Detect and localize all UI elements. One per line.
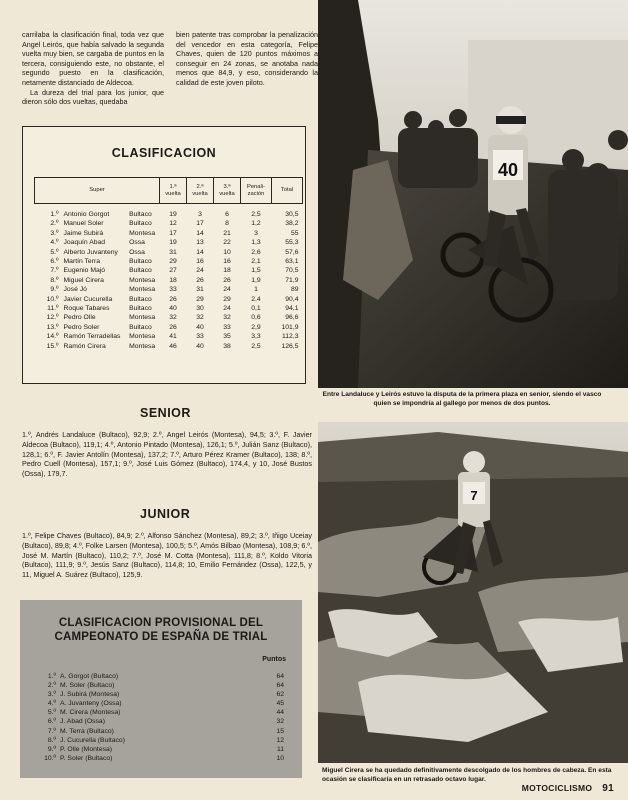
standing-position: 5.º: [47, 709, 56, 717]
standing-points: 10: [276, 754, 284, 762]
cell-rider-name: Javier Cucurella: [63, 295, 113, 303]
cell-rider-name: Pedro Olle: [63, 314, 96, 322]
col-header-lap1: 1.ª vuelta: [160, 178, 187, 204]
photo-trial-cirera-image: [318, 422, 628, 763]
cell-lap2: 3: [198, 211, 202, 218]
cell-total: 94,1: [285, 305, 299, 313]
standing-points: 32: [276, 718, 284, 726]
senior-results: 1.º, Andrés Landaluce (Bultaco), 92,9; 2.º, Angel Leirós (Montesa), 94,5; 3.º, F. Javier Aldecoa (Bultaco), 119,1; 4.º, Antonio Pintado (Montesa), 126,1; 5.º, Julián Sanz (Bultaco), 128,1; 6.º, F. Javier Antolín (Montesa), 137,2; 7.º, Arturo Pérez Kramer (Bultaco), 138; 8.º, Pedro Cuell (Montesa), 157,1; 9.º, José Luis Gómez (Bultaco), 174,4, y 10, José Bustos (Ossa), 179,7.: [22, 430, 312, 479]
provisional-title-line2: CAMPEONATO DE ESPAÑA DE TRIAL: [54, 631, 268, 643]
cell-brand: Bultaco: [129, 305, 152, 313]
cell-rider-name: José Jó: [63, 286, 87, 294]
cell-lap1: 29: [169, 258, 177, 266]
cell-position: 12.º: [46, 314, 59, 322]
cell-penalty: 1: [254, 286, 258, 294]
cell-lap3: 16: [223, 258, 231, 266]
standing-position: 8.º: [47, 736, 56, 744]
cell-penalty: 1,3: [251, 239, 261, 247]
cell-lap3: 21: [223, 229, 231, 237]
cell-rider-name: Ramón Cirera: [63, 342, 106, 350]
list-item: [34, 717, 284, 726]
clasificacion-table: [34, 177, 303, 351]
junior-title: JUNIOR: [140, 507, 191, 521]
senior-title: SENIOR: [140, 406, 191, 420]
cell-penalty: 3: [254, 229, 258, 237]
standing-position: 9.º: [47, 745, 56, 753]
cell-lap2: 14: [196, 248, 204, 256]
cell-lap1: 17: [169, 229, 177, 237]
cell-lap2: 29: [196, 295, 204, 303]
cell-lap1: 12: [169, 220, 177, 228]
cell-penalty: 2,5: [251, 342, 261, 350]
cell-lap1: 27: [169, 267, 177, 275]
standing-points: 12: [276, 736, 284, 744]
cell-total: 101,9: [281, 323, 299, 331]
standing-points: 64: [276, 682, 284, 690]
photo-trial-senior-image: [318, 0, 628, 388]
cell-brand: Bultaco: [129, 211, 152, 218]
cell-lap2: 31: [196, 286, 204, 294]
intro-paragraph: carrilaba la clasificación final, toda vez que Angel Leirós, que había salvado la segunda vuelta muy bien, se cargaba de puntos en la tercera, consiguiendo este, no obstante, el segundo puesto en la clasificación, netamente distanciado de Aldecoa.: [22, 30, 164, 87]
cell-lap2: 32: [196, 314, 204, 322]
standing-position: 3.º: [47, 691, 56, 699]
standing-points: 11: [276, 745, 284, 753]
table-row: [35, 304, 303, 313]
cell-position: 8.º: [50, 276, 59, 284]
cell-lap1: 19: [169, 211, 177, 218]
cell-position: 5.º: [50, 248, 59, 256]
cell-penalty: 1,9: [251, 276, 261, 284]
cell-penalty: 1,5: [251, 267, 261, 275]
list-item: [34, 727, 284, 736]
cell-brand: Bultaco: [129, 323, 152, 331]
cell-rider-name: Antonio Gorgot: [63, 211, 110, 218]
cell-total: 30,5: [285, 211, 299, 218]
cell-penalty: 0,6: [251, 314, 261, 322]
cell-total: 71,9: [285, 276, 299, 284]
cell-total: 126,5: [281, 342, 299, 350]
table-row: [35, 323, 303, 332]
table-row: [35, 257, 303, 266]
table-header-row: [35, 178, 303, 204]
standing-position: 7.º: [47, 727, 56, 735]
cell-position: 11.º: [47, 305, 59, 313]
standing-points: 62: [276, 691, 284, 699]
standing-rider: P. Olle (Montesa): [60, 745, 113, 753]
cell-lap2: 33: [196, 333, 204, 341]
cell-lap3: 32: [223, 314, 231, 322]
bottom-bib-number: 7: [470, 488, 478, 503]
caption-bottom: Miguel Cirera se ha quedado definitivamente descolgado de los hombres de cabeza. En esta ocasión se clasificaría en un retrasado octavo lugar.: [322, 767, 612, 783]
table-row: [35, 285, 303, 294]
table-row: [35, 342, 303, 351]
cell-total: 96,6: [285, 314, 299, 322]
magazine-name: MOTOCICLISMO: [521, 783, 593, 793]
cell-penalty: 1,2: [251, 220, 261, 228]
cell-position: 1.º: [50, 211, 59, 218]
cell-total: 38,2: [285, 220, 299, 228]
cell-total: 90,4: [285, 295, 299, 303]
intro-column-left: [22, 30, 164, 107]
cell-rider-name: Eugenio Majó: [63, 267, 106, 275]
provisional-title-line1: CLASIFICACION PROVISIONAL DEL: [58, 617, 264, 629]
cell-position: 10.º: [46, 295, 59, 303]
cell-penalty: 3,3: [251, 333, 261, 341]
page-number: 91: [602, 783, 614, 794]
standing-rider: J. Abad (Ossa): [60, 718, 105, 726]
cell-brand: Ossa: [129, 239, 145, 247]
caption-top: Entre Landaluce y Leirós estuvo la disputa de la primera plaza en senior, siendo el vasco quien se impondría al gallego por menos de dos puntos.: [322, 391, 602, 407]
cell-rider-name: Ramón Terradellas: [63, 333, 121, 341]
cell-penalty: 2,6: [251, 248, 261, 256]
table-row: [35, 238, 303, 247]
standing-position: 10.º: [44, 754, 56, 762]
standing-rider: M. Soler (Bultaco): [60, 682, 115, 690]
table-row: [35, 295, 303, 304]
cell-lap1: 18: [169, 276, 177, 284]
junior-results: 1.º, Felipe Chaves (Bultaco), 84,9; 2.º, Alfonso Sánchez (Montesa), 89,2; 3.º, Iñigo Uceiay (Bultaco), 89,8; 4.º, Folke Larsen (Montesa), 100,5; 5.º, Amós Bilbao (Montesa), 108,9; 6.º, José M. Martín (Bultaco), 110,2; 7.º, José M. Cotta (Montesa), 111,8; 8.º, Koldo Vitoria (Bultaco), 111,9; 9.º, Jesús Sanz (Bultaco), 114,8; 10, Emilio Fernández (Ossa), 122,5, y 11, Miguel A. Suárez (Bultaco), 125,9.: [22, 531, 312, 580]
cell-lap2: 24: [196, 267, 204, 275]
top-bib-number: 40: [497, 160, 519, 180]
cell-brand: Montesa: [129, 342, 156, 350]
col-header-total: Total: [272, 178, 303, 204]
cell-rider-name: Miguel Cirera: [63, 276, 104, 284]
standing-points: 64: [276, 673, 284, 680]
cell-rider-name: Martín Terra: [63, 258, 101, 266]
provisional-list: [34, 672, 284, 763]
cell-brand: Montesa: [129, 314, 156, 322]
cell-lap2: 14: [196, 229, 204, 237]
cell-total: 63,1: [285, 258, 299, 266]
cell-rider-name: Joaquín Abad: [63, 239, 106, 247]
cell-brand: Bultaco: [129, 258, 152, 266]
photo-trial-cirera: [318, 422, 628, 763]
col-header-lap2: 2.ª vuelta: [187, 178, 214, 204]
cell-lap1: 26: [169, 323, 177, 331]
clasificacion-title: CLASIFICACION: [111, 146, 217, 160]
cell-lap1: 31: [169, 248, 177, 256]
standing-points: 15: [276, 727, 284, 735]
cell-brand: Montesa: [129, 286, 156, 294]
photo-trial-senior: [318, 0, 628, 388]
cell-lap1: 32: [169, 314, 177, 322]
cell-rider-name: Pedro Soler: [63, 323, 100, 331]
cell-brand: Bultaco: [129, 220, 152, 228]
cell-lap1: 19: [169, 239, 177, 247]
cell-rider-name: Manuel Soler: [63, 220, 104, 228]
cell-position: 7.º: [50, 267, 59, 275]
standing-position: 2.º: [47, 682, 56, 690]
cell-position: 9.º: [50, 286, 59, 294]
cell-lap2: 40: [196, 323, 204, 331]
list-item: [34, 690, 284, 699]
cell-total: 55,3: [285, 239, 299, 247]
cell-rider-name: Jaime Subirá: [63, 229, 104, 237]
provisional-title: [20, 616, 302, 644]
cell-penalty: 2,4: [251, 295, 261, 303]
intro-column-right: [176, 30, 318, 88]
cell-total: 57,6: [285, 248, 299, 256]
list-item: [34, 708, 284, 717]
cell-brand: Montesa: [129, 276, 156, 284]
cell-position: 2.º: [50, 220, 59, 228]
clasificacion-rows: [35, 204, 303, 352]
col-header-category: Super: [35, 178, 160, 204]
cell-total: 70,5: [285, 267, 299, 275]
cell-lap2: 13: [196, 239, 204, 247]
table-row: [35, 313, 303, 322]
cell-brand: Montesa: [129, 333, 156, 341]
page-footer: [522, 783, 614, 794]
standing-points: 45: [276, 700, 284, 708]
cell-lap3: 22: [223, 239, 231, 247]
cell-position: 4.º: [50, 239, 59, 247]
standing-position: 4.º: [47, 700, 56, 708]
standing-rider: A. Juvanteny (Ossa): [60, 700, 122, 708]
table-row: [35, 219, 303, 228]
cell-lap2: 16: [196, 258, 204, 266]
cell-position: 6.º: [50, 258, 59, 266]
standing-points: 44: [276, 709, 284, 717]
cell-lap3: 24: [223, 305, 231, 313]
cell-lap2: 30: [196, 305, 204, 313]
cell-penalty: 2,9: [251, 323, 261, 331]
clasificacion-box: [22, 126, 306, 384]
standing-rider: A. Gorgot (Bultaco): [60, 673, 119, 680]
standing-rider: M. Terra (Bultaco): [60, 727, 114, 735]
cell-lap3: 18: [223, 267, 231, 275]
standing-rider: M. Cirera (Montesa): [60, 709, 121, 717]
provisional-box: [20, 600, 302, 778]
cell-lap3: 10: [223, 248, 231, 256]
cell-total: 55: [290, 229, 299, 237]
list-item: [34, 754, 284, 763]
list-item: [34, 745, 284, 754]
cell-lap3: 26: [223, 276, 231, 284]
cell-lap3: 8: [225, 220, 229, 228]
cell-brand: Bultaco: [129, 295, 152, 303]
cell-penalty: 2,5: [251, 211, 261, 218]
cell-total: 89: [290, 286, 299, 294]
cell-position: 13.º: [46, 323, 59, 331]
standing-rider: J. Subirá (Montesa): [60, 691, 120, 699]
table-row: [35, 276, 303, 285]
cell-brand: Ossa: [129, 248, 145, 256]
cell-lap1: 41: [169, 333, 177, 341]
list-item: [34, 699, 284, 708]
cell-position: 3.º: [50, 229, 59, 237]
cell-lap3: 6: [225, 211, 229, 218]
standing-rider: P. Soler (Bultaco): [60, 754, 113, 762]
cell-lap3: 24: [223, 286, 231, 294]
table-row: [35, 332, 303, 341]
col-header-lap3: 3.ª vuelta: [214, 178, 241, 204]
list-item: [34, 681, 284, 690]
list-item: [34, 672, 284, 681]
cell-lap1: 46: [169, 342, 177, 350]
table-row: [35, 229, 303, 238]
cell-total: 112,3: [281, 333, 299, 341]
cell-lap2: 17: [196, 220, 204, 228]
standing-rider: J. Cucurella (Bultaco): [60, 736, 125, 744]
cell-lap3: 35: [223, 333, 231, 341]
table-row: [35, 266, 303, 275]
cell-lap2: 26: [196, 276, 204, 284]
intro-paragraph: La dureza del trial para los junior, que dieron sólo dos vueltas, quedaba: [22, 87, 164, 107]
cell-penalty: 0,1: [251, 305, 261, 313]
standing-position: 1.º: [47, 673, 56, 680]
cell-lap2: 40: [196, 342, 204, 350]
cell-brand: Montesa: [129, 229, 156, 237]
cell-lap1: 33: [169, 286, 177, 294]
list-item: [34, 736, 284, 745]
cell-lap3: 38: [223, 342, 231, 350]
intro-paragraph: bien patente tras comprobar la penalización del vencedor en esta categoría, Felipe Chaves, quien de 120 puntos máximos a conseguir en 24 zonas, se anotaba nada menos que 84,9, y eso, considerando la calidad de este joven piloto.: [176, 30, 318, 87]
cell-lap1: 26: [169, 295, 177, 303]
cell-rider-name: Alberto Juvanteny: [63, 248, 118, 256]
cell-position: 15.º: [46, 342, 59, 350]
cell-lap3: 29: [223, 295, 231, 303]
cell-brand: Bultaco: [129, 267, 152, 275]
cell-lap3: 33: [223, 323, 231, 331]
cell-penalty: 2,1: [251, 258, 261, 266]
cell-position: 14.º: [46, 333, 59, 341]
cell-rider-name: Roque Tabares: [63, 305, 110, 313]
cell-lap1: 40: [169, 305, 177, 313]
points-header: Puntos: [262, 656, 286, 663]
table-row: [35, 248, 303, 257]
col-header-penalty: Penali-zación: [241, 178, 272, 204]
table-row: [35, 204, 303, 220]
standing-position: 6.º: [47, 718, 56, 726]
